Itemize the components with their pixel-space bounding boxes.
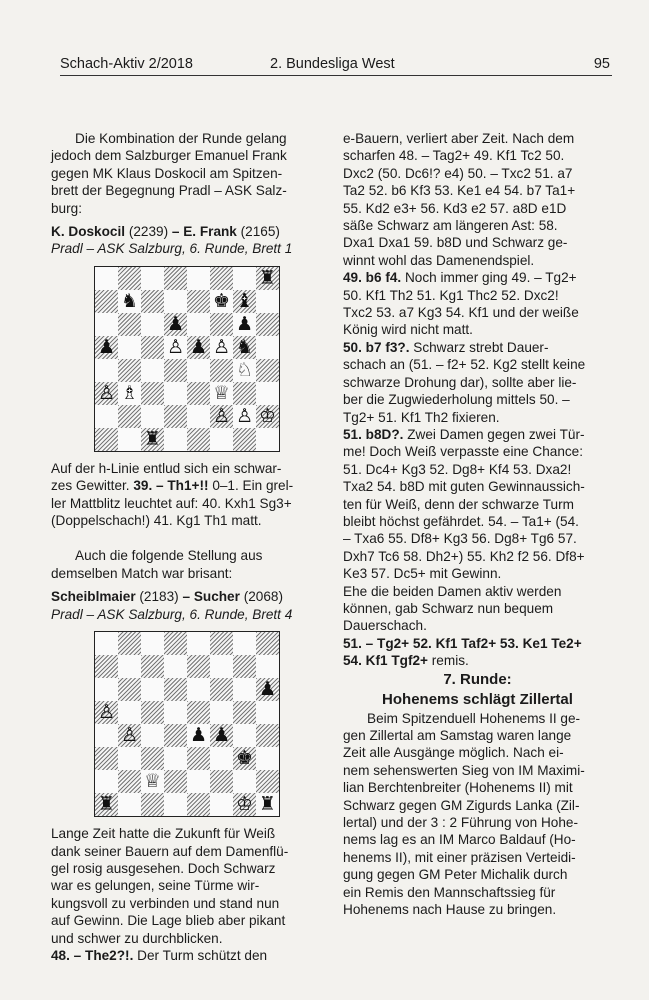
board-square <box>164 382 187 405</box>
chess-piece-icon: ♝ <box>235 289 254 312</box>
board-square <box>141 336 164 359</box>
chess-piece-icon: ♟ <box>212 724 231 747</box>
chess-piece-icon: ♜ <box>97 793 116 816</box>
board-square <box>95 313 118 336</box>
text-line: Auch die folgende Stellung aus <box>75 548 263 564</box>
text-line: gung gegen GM Peter Michalik durch <box>343 867 568 883</box>
board-square <box>118 770 141 793</box>
page-header <box>60 52 612 76</box>
board-square <box>256 747 279 770</box>
board-square <box>187 655 210 678</box>
game1-players: K. Doskocil (2239) – E. Frank (2165) <box>51 224 280 240</box>
chess-piece-icon: ♟ <box>97 335 116 358</box>
board-square <box>256 313 279 336</box>
board-square <box>233 678 256 701</box>
text-line: nems lag es an IM Marco Baldauf (Ho- <box>343 832 576 848</box>
text-line: König wird nicht matt. <box>343 322 473 338</box>
board-square <box>210 770 233 793</box>
chess-piece-icon: ♙ <box>97 381 116 404</box>
chess-piece-icon: ♙ <box>97 701 116 724</box>
board-square <box>210 701 233 724</box>
chess-piece-icon: ♞ <box>235 335 254 358</box>
text-line: 48. – The2?!. Der Turm schützt den <box>51 947 268 963</box>
chess-piece-icon: ♟ <box>235 312 254 335</box>
board-square <box>233 701 256 724</box>
chess-piece-icon: ♟ <box>189 724 208 747</box>
text-line: bleibt höchst gefährdet. 54. – Ta1+ (54. <box>343 513 579 529</box>
right-column <box>343 130 612 918</box>
text-line: Auf der h-Linie entlud sich ein schwar- <box>51 460 282 476</box>
chess-piece-icon: ♗ <box>120 381 139 404</box>
board-square <box>95 747 118 770</box>
board-square <box>95 359 118 382</box>
game1-event: Pradl – ASK Salzburg, 6. Runde, Brett 1 <box>51 241 293 257</box>
board-square <box>233 382 256 405</box>
text-line: Txa2 54. b8D mit guten Gewinnaussich- <box>343 479 585 495</box>
board-square <box>210 655 233 678</box>
text-line: nem sehenswerten Sieg von IM Maximi- <box>343 762 585 778</box>
round-subheading: Hohenems schlägt Zillertal <box>382 690 573 708</box>
move50-paragraph <box>343 339 612 426</box>
board-square <box>118 678 141 701</box>
text-line: henems II), mit einer präzisen Verteidi- <box>343 849 576 865</box>
board-square <box>233 632 256 655</box>
board-square <box>118 405 141 428</box>
board-square <box>95 428 118 451</box>
text-line: 49. b6 f4. Noch immer ging 49. – Tg2+ <box>343 270 577 286</box>
board-square <box>187 290 210 313</box>
board-square <box>118 359 141 382</box>
text-line: jedoch dem Salzburger Emanuel Frank <box>51 148 287 164</box>
continuation-paragraph <box>343 130 612 269</box>
board-square <box>164 724 187 747</box>
chess-piece-icon: ♞ <box>120 289 139 312</box>
board-square <box>164 359 187 382</box>
board-square <box>187 770 210 793</box>
board-square <box>164 793 187 816</box>
text-line: Schwarz gegen GM Zigurds Lanka (Zil- <box>343 797 580 813</box>
board-square <box>164 701 187 724</box>
text-line: Ehe die beiden Damen aktiv werden <box>343 583 562 599</box>
board-square <box>256 382 279 405</box>
chess-piece-icon: ♙ <box>120 724 139 747</box>
text-line: gen Zillertal am Samstag waren lange <box>343 728 572 743</box>
board-square <box>164 428 187 451</box>
text-line: Txc2 53. a7 Kg3 54. Kf1 und der weiße <box>343 305 579 321</box>
text-line: winnt wohl das Damenendspiel. <box>343 252 535 268</box>
board-square <box>141 747 164 770</box>
board-square <box>187 793 210 816</box>
text-line: Zeit alle Ausgänge möglich. Nach ei- <box>343 745 564 761</box>
board-square <box>187 678 210 701</box>
board-square <box>118 632 141 655</box>
text-line: schach an (51. – f2+ 52. Kg2 stellt keine <box>343 357 586 373</box>
round-heading: 7. Runde: <box>443 670 512 688</box>
board-square <box>141 655 164 678</box>
text-line: (Doppelschach!) 41. Kg1 Th1 matt. <box>51 513 262 529</box>
board-square <box>141 678 164 701</box>
chess-piece-icon: ♚ <box>212 289 231 312</box>
text-line: Dauerschach. <box>343 618 427 634</box>
board-square <box>164 267 187 290</box>
chess-piece-icon: ♟ <box>258 678 277 701</box>
board-square <box>187 267 210 290</box>
board-square <box>141 405 164 428</box>
board-square <box>210 428 233 451</box>
board-square <box>164 290 187 313</box>
board-square <box>256 336 279 359</box>
after-diagram1-paragraph <box>51 460 327 530</box>
text-line: Dxc2 (50. Dc6!? e4) 50. – Txc2 51. a7 <box>343 165 573 181</box>
board-square <box>118 336 141 359</box>
text-line: 50. Kf1 Th2 51. Kg1 Thc2 52. Dxc2! <box>343 287 559 303</box>
chess-piece-icon: ♘ <box>235 358 254 381</box>
board-square <box>95 770 118 793</box>
text-line: ber die Zugwiederholung mittels 50. – <box>343 392 570 408</box>
round-paragraph <box>343 710 612 919</box>
chess-piece-icon: ♔ <box>258 404 277 427</box>
board-square <box>95 267 118 290</box>
text-line: – Txa6 55. Df8+ Kg3 56. Dg8+ Tg6 57. <box>343 531 577 547</box>
game2-players: Scheiblmaier (2183) – Sucher (2068) <box>51 589 283 605</box>
board-square <box>118 747 141 770</box>
board-square <box>233 267 256 290</box>
board-square <box>256 632 279 655</box>
section-title: 2. Bundesliga West <box>270 56 395 72</box>
text-line: Ta2 52. b6 Kf3 53. Ke1 e4 54. b7 Ta1+ <box>343 183 576 199</box>
board-square <box>233 428 256 451</box>
text-line: demselben Match war brisant: <box>51 565 233 581</box>
board-square <box>141 382 164 405</box>
text-line: zes Gewitter. 39. – Th1+!! 0–1. Ein grel- <box>51 478 294 494</box>
board-square <box>187 359 210 382</box>
text-line: Hohenems nach Hause zu bringen. <box>343 902 557 918</box>
chess-piece-icon: ♟ <box>189 335 208 358</box>
board-square <box>164 632 187 655</box>
board-square <box>256 359 279 382</box>
board-square <box>256 701 279 724</box>
chess-piece-icon: ♜ <box>258 266 277 289</box>
chess-piece-icon: ♙ <box>235 404 254 427</box>
board-square <box>164 747 187 770</box>
board-square <box>118 655 141 678</box>
board-square <box>118 313 141 336</box>
board-square <box>187 428 210 451</box>
board-square <box>118 701 141 724</box>
chess-diagram-2 <box>94 631 280 817</box>
text-line: gel rosig ausgesehen. Doch Schwarz <box>51 860 276 876</box>
board-square <box>141 313 164 336</box>
intro-paragraph <box>51 130 327 217</box>
board-square <box>95 632 118 655</box>
page-number: 95 <box>593 56 610 72</box>
text-line: lertal) und der 3 : 2 Führung von Hohe- <box>343 815 579 831</box>
text-line: Dxa1 Dxa1 59. b8D und Schwarz ge- <box>343 235 568 251</box>
chess-piece-icon: ♚ <box>235 747 254 770</box>
text-line: 55. Kd2 e3+ 56. Kd3 e2 57. a8D e1D <box>343 200 567 216</box>
text-line: 51. – Tg2+ 52. Kf1 Taf2+ 53. Ke1 Te2+ <box>343 635 582 651</box>
text-line: Ke3 57. Dc5+ mit Gewinn. <box>343 566 502 582</box>
chess-piece-icon: ♜ <box>258 793 277 816</box>
chess-piece-icon: ♕ <box>143 770 162 793</box>
board-square <box>118 428 141 451</box>
text-line: 51. Dc4+ Kg3 52. Dg8+ Kf4 53. Dxa2! <box>343 461 572 477</box>
board-square <box>95 290 118 313</box>
chess-diagram-1 <box>94 266 280 452</box>
board-square <box>210 313 233 336</box>
text-line: und schwer zu durchblicken. <box>51 930 223 946</box>
board-square <box>210 678 233 701</box>
board-square <box>187 313 210 336</box>
text-line: säße Schwarz am längeren Ast: 58. <box>343 218 558 234</box>
board-square <box>187 405 210 428</box>
board-square <box>141 267 164 290</box>
board-square <box>164 405 187 428</box>
board-square <box>210 793 233 816</box>
board-square <box>95 678 118 701</box>
board-square <box>256 290 279 313</box>
board-square <box>210 632 233 655</box>
board-square <box>233 770 256 793</box>
text-line: können, gab Schwarz nun bequem <box>343 600 554 616</box>
board-square <box>187 747 210 770</box>
chess-piece-icon: ♙ <box>166 335 185 358</box>
board-square <box>256 428 279 451</box>
text-line: dank seiner Bauern auf dem Damenflü- <box>51 843 289 859</box>
board-square <box>141 724 164 747</box>
board-square <box>256 724 279 747</box>
text-line: schwarze Drohung dar), sollte aber lie- <box>343 374 577 390</box>
board-square <box>164 678 187 701</box>
board-square <box>95 655 118 678</box>
chess-piece-icon: ♟ <box>166 312 185 335</box>
text-line: Dxh7 Tc6 58. Dh2+) 55. Kh2 f2 56. Df8+ <box>343 548 585 564</box>
magazine-title: Schach-Aktiv 2/2018 <box>60 56 193 72</box>
text-line: burg: <box>51 200 82 216</box>
text-line: me! Doch Weiß verpasste eine Chance: <box>343 444 584 460</box>
text-line: Tg2+ 51. Kf1 Th2 fixieren. <box>343 409 500 425</box>
after-diagram2-paragraph <box>51 825 327 964</box>
board-square <box>256 655 279 678</box>
board-square <box>118 793 141 816</box>
text-line: 51. b8D?. Zwei Damen gegen zwei Tür- <box>343 426 585 442</box>
chess-piece-icon: ♙ <box>212 404 231 427</box>
board-square <box>233 655 256 678</box>
left-column <box>51 130 327 964</box>
board-square <box>141 359 164 382</box>
text-line: Beim Spitzenduell Hohenems II ge- <box>367 710 581 726</box>
board-square <box>141 793 164 816</box>
game2-event: Pradl – ASK Salzburg, 6. Runde, Brett 4 <box>51 606 293 622</box>
text-line: brett der Begegnung Pradl – ASK Salz- <box>51 183 287 199</box>
board-square <box>118 267 141 290</box>
chess-piece-icon: ♕ <box>212 381 231 404</box>
board-square <box>164 770 187 793</box>
board-square <box>210 747 233 770</box>
move51-paragraph <box>343 426 612 635</box>
text-line: ein Remis den Mannschaftssieg für <box>343 884 556 900</box>
text-line: 50. b7 f3?. Schwarz strebt Dauer- <box>343 339 549 355</box>
text-line: war es gelungen, seine Türme wir- <box>51 878 260 894</box>
final-moves <box>343 635 612 670</box>
chess-piece-icon: ♙ <box>212 335 231 358</box>
board-square <box>233 724 256 747</box>
board-square <box>164 655 187 678</box>
chess-piece-icon: ♜ <box>143 427 162 450</box>
text-line: 54. Kf1 Tgf2+ remis. <box>343 653 469 669</box>
text-line: scharfen 48. – Tag2+ 49. Kf1 Tc2 50. <box>343 148 565 164</box>
text-line: e-Bauern, verliert aber Zeit. Nach dem <box>343 131 575 146</box>
board-square <box>187 701 210 724</box>
board-square <box>95 724 118 747</box>
text-line: gegen MK Klaus Doskocil am Spitzen- <box>51 165 283 181</box>
board-square <box>141 632 164 655</box>
text-line: Die Kombination der Runde gelang <box>75 131 287 146</box>
board-square <box>141 701 164 724</box>
text-line: Lange Zeit hatte die Zukunft für Weiß <box>51 826 276 842</box>
chess-piece-icon: ♔ <box>235 793 254 816</box>
board-square <box>210 267 233 290</box>
text-line: ten für Weiß, denn der schwarze Turm <box>343 496 574 512</box>
board-square <box>141 290 164 313</box>
board-square <box>95 405 118 428</box>
board-square <box>210 359 233 382</box>
move49-paragraph <box>343 269 612 339</box>
text-line: lian Berchtenbreiter (Hohenems II) mit <box>343 780 573 796</box>
board-square <box>187 382 210 405</box>
board-square <box>187 632 210 655</box>
text-line: kungsvoll zu verbinden und stand nun <box>51 895 280 911</box>
text-line: auf Gewinn. Die Lage blieb aber pikant <box>51 913 286 929</box>
board-square <box>256 770 279 793</box>
text-line: ler Mattblitz leuchtet auf: 40. Kxh1 Sg3+ <box>51 495 292 511</box>
